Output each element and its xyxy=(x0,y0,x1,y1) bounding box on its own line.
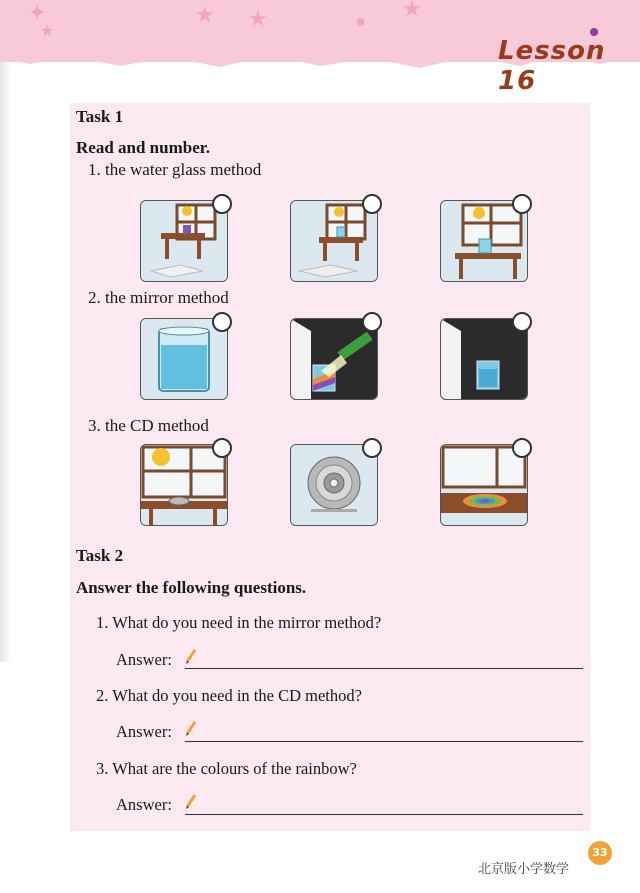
answer-label: Answer: xyxy=(116,650,172,669)
page-number-badge: 33 xyxy=(588,841,612,865)
number-circle[interactable] xyxy=(362,312,382,332)
window-table-rainbow-floor-image xyxy=(140,200,228,282)
number-circle[interactable] xyxy=(362,438,382,458)
star-icon: ★ xyxy=(402,0,422,21)
window-table-cd-image xyxy=(140,444,228,526)
pencil-icon xyxy=(184,648,198,664)
pencil-icon xyxy=(184,720,198,736)
star-icon: ★ xyxy=(195,2,215,27)
answer-label: Answer: xyxy=(116,722,172,741)
method-label-cd: 3. the CD method xyxy=(88,416,209,435)
pin-icon xyxy=(590,28,598,36)
window-table-glass-image xyxy=(290,200,378,282)
watermark-text: 北京版小学数学 xyxy=(478,862,570,877)
star-icon: ★ xyxy=(40,23,55,40)
number-circle[interactable] xyxy=(212,194,232,214)
task1-heading: Task 1 xyxy=(76,107,124,126)
method-label-mirror: 2. the mirror method xyxy=(88,288,229,307)
number-circle[interactable] xyxy=(512,312,532,332)
number-circle[interactable] xyxy=(512,194,532,214)
number-circle[interactable] xyxy=(512,438,532,458)
question-3: 3. What are the colours of the rainbow? xyxy=(96,759,357,778)
pencil-icon xyxy=(184,793,198,809)
answer-line-2[interactable] xyxy=(185,741,583,742)
star-icon: ✦ xyxy=(28,0,47,25)
answer-label: Answer: xyxy=(116,795,172,814)
answer-line-1[interactable] xyxy=(185,668,583,669)
task2-instruction: Answer the following questions. xyxy=(76,578,307,597)
water-glass-image xyxy=(140,318,228,400)
flashlight-glass-image xyxy=(290,318,378,400)
method-label-water-glass: 1. the water glass method xyxy=(88,160,262,179)
window-table-water-glass-image xyxy=(440,200,528,282)
cd-disc-image xyxy=(290,444,378,526)
task1-instruction: Read and number. xyxy=(76,138,210,157)
lesson-title: Lesson 16 xyxy=(498,36,606,96)
question-1: 1. What do you need in the mirror method? xyxy=(96,613,382,632)
number-circle[interactable] xyxy=(212,438,232,458)
page-binding-shadow xyxy=(0,62,12,662)
star-icon: ★ xyxy=(248,6,268,31)
cd-rainbow-table-image xyxy=(440,444,528,526)
number-circle[interactable] xyxy=(362,194,382,214)
star-icon: ● xyxy=(355,11,366,31)
glass-in-dark-box-image xyxy=(440,318,528,400)
answer-line-3[interactable] xyxy=(185,814,583,815)
question-2: 2. What do you need in the CD method? xyxy=(96,686,362,705)
task2-heading: Task 2 xyxy=(76,546,124,565)
number-circle[interactable] xyxy=(212,312,232,332)
